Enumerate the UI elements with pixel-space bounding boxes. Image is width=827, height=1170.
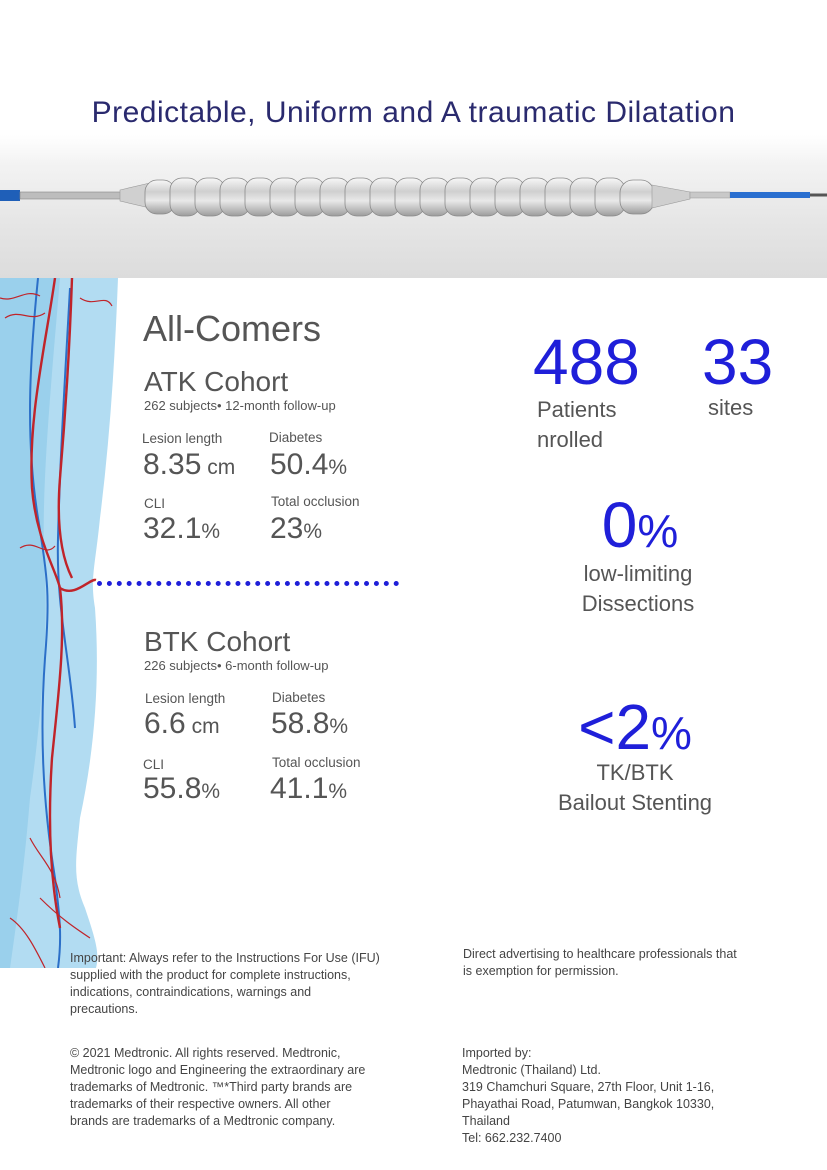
page-title: Predictable, Uniform and A traumatic Dilatation xyxy=(91,96,736,129)
atk-cli-label: CLI xyxy=(144,496,166,511)
bailout-value: <2% xyxy=(578,691,692,763)
atk-lesion-label: Lesion length xyxy=(142,431,223,446)
copyright-notice: © 2021 Medtronic. All rights reserved. Medtronic, Medtronic logo and Engineering the extraordinary are trademarks of Medtronic. ™*Third party brands are trademarks of their respective owners. All other brands are trademarks of a Medtronic company. xyxy=(70,1046,366,1128)
balloon-catheter-banner xyxy=(0,135,827,278)
ifu-notice: Important: Always refer to the Instructions For Use (IFU) supplied with the product for complete instructions, indications, contraindications, warnings and precautions. xyxy=(70,951,380,1016)
btk-lesion-label: Lesion length xyxy=(145,691,226,706)
atk-occlusion-value: 23% xyxy=(270,512,323,545)
atk-cohort-subtitle: 262 subjects• 12-month follow-up xyxy=(144,398,336,413)
importer-info: Imported by: Medtronic (Thailand) Ltd. 319 Chamchuri Square, 27th Floor, Unit 1-16, Phayathai Road, Patumwan, Bangkok 10330, Thailand Tel: 662.232.7400 xyxy=(462,1046,715,1145)
btk-lesion-value: 6.6 cm xyxy=(144,707,220,740)
atk-lesion-value: 8.35 cm xyxy=(143,448,236,481)
btk-cli-label: CLI xyxy=(143,757,165,772)
sites-label: sites xyxy=(708,395,754,420)
atk-cohort-title: ATK Cohort xyxy=(144,366,289,397)
leg-illustration xyxy=(0,278,130,968)
btk-occlusion-label: Total occlusion xyxy=(272,755,361,770)
leg-vasculature-image xyxy=(0,278,130,968)
balloon-catheter-image xyxy=(0,135,827,278)
patients-enrolled-value: 488 xyxy=(533,326,640,398)
btk-cohort-subtitle: 226 subjects• 6-month follow-up xyxy=(144,658,329,673)
patients-enrolled-label: Patients nrolled xyxy=(537,397,617,452)
dissections-label: low-limiting Dissections xyxy=(581,561,695,616)
atk-occlusion-label: Total occlusion xyxy=(271,494,360,509)
btk-diabetes-value: 58.8% xyxy=(271,707,349,740)
advertising-notice: Direct advertising to healthcare professionals that is exemption for permission. xyxy=(463,947,737,978)
sites-value: 33 xyxy=(702,326,774,398)
bailout-label: TK/BTK Bailout Stenting xyxy=(557,760,713,815)
dissections-value: 0% xyxy=(601,489,679,561)
btk-diabetes-label: Diabetes xyxy=(272,690,326,705)
atk-cli-value: 32.1% xyxy=(143,512,221,545)
btk-cohort-title: BTK Cohort xyxy=(144,626,291,657)
atk-diabetes-label: Diabetes xyxy=(269,430,323,445)
btk-occlusion-value: 41.1% xyxy=(270,772,348,805)
all-comers-heading: All-Comers xyxy=(143,308,322,349)
knee-divider xyxy=(97,581,399,586)
btk-cli-value: 55.8% xyxy=(143,772,221,805)
atk-diabetes-value: 50.4% xyxy=(270,448,348,481)
